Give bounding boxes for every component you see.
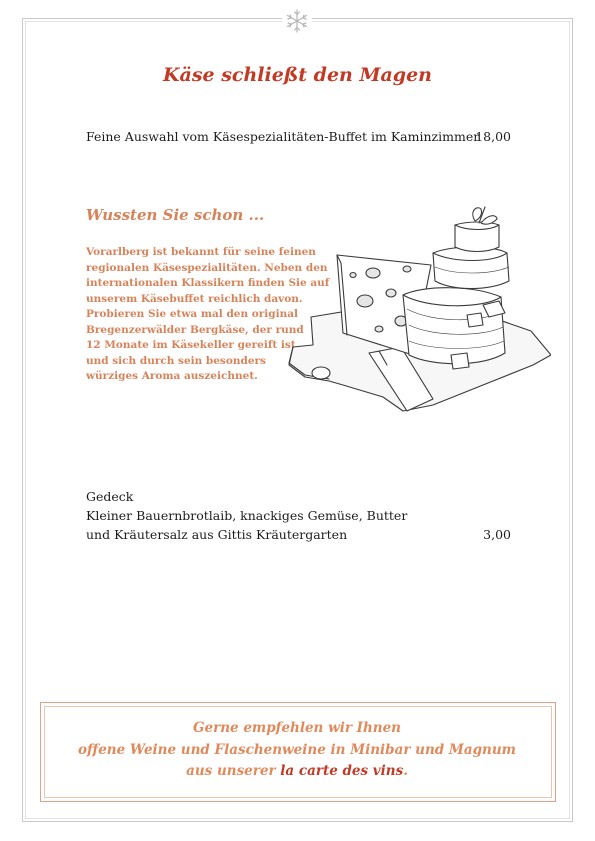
cheese-board-illustration xyxy=(283,205,551,421)
info-line: würziges Aroma auszeichnet. xyxy=(86,370,258,382)
info-line: unserem Käsebuffet reichlich davon. xyxy=(86,292,303,305)
gedeck-price: 3,00 xyxy=(483,527,511,542)
menu-item-label: Feine Auswahl vom Käsespezialitäten-Buffet im Kaminzimmer xyxy=(86,129,480,144)
page-title: Käse schließt den Magen xyxy=(163,64,432,86)
menu-item xyxy=(86,128,511,146)
wine-list-link[interactable]: la carte des vins xyxy=(280,763,404,779)
gedeck-description-line: Kleiner Bauernbrotlaib, knackiges Gemüse, Butter xyxy=(86,508,408,523)
recommendation-text xyxy=(44,718,550,783)
recommendation-suffix: . xyxy=(403,763,408,779)
info-line: internationalen Klassikern finden Sie auf xyxy=(86,277,330,289)
info-line: Vorarlberg ist bekannt für seine feinen xyxy=(86,246,316,258)
recommendation-line xyxy=(44,761,550,783)
recommendation-line: Gerne empfehlen wir Ihnen xyxy=(192,720,401,736)
info-heading: Wussten Sie schon ... xyxy=(86,206,265,224)
info-line: und sich durch sein besonders xyxy=(86,354,266,367)
gedeck-item xyxy=(86,487,511,544)
recommendation-prefix: aus unserer xyxy=(186,763,281,779)
info-line: regionalen Käsespezialitäten. Neben den xyxy=(86,261,328,274)
snowflake-icon xyxy=(282,8,312,34)
gedeck-title: Gedeck xyxy=(86,489,134,504)
info-line: Bregenzerwälder Bergkäse, der rund xyxy=(86,323,304,336)
info-line: Probieren Sie etwa mal den original xyxy=(86,308,299,320)
recommendation-line: offene Weine und Flaschenweine in Minibar und Magnum xyxy=(78,741,516,758)
gedeck-description-line: und Kräutersalz aus Gittis Kräutergarten xyxy=(86,527,348,542)
info-line: 12 Monate im Käsekeller gereift ist xyxy=(86,339,296,351)
menu-item-price: 18,00 xyxy=(475,129,511,144)
